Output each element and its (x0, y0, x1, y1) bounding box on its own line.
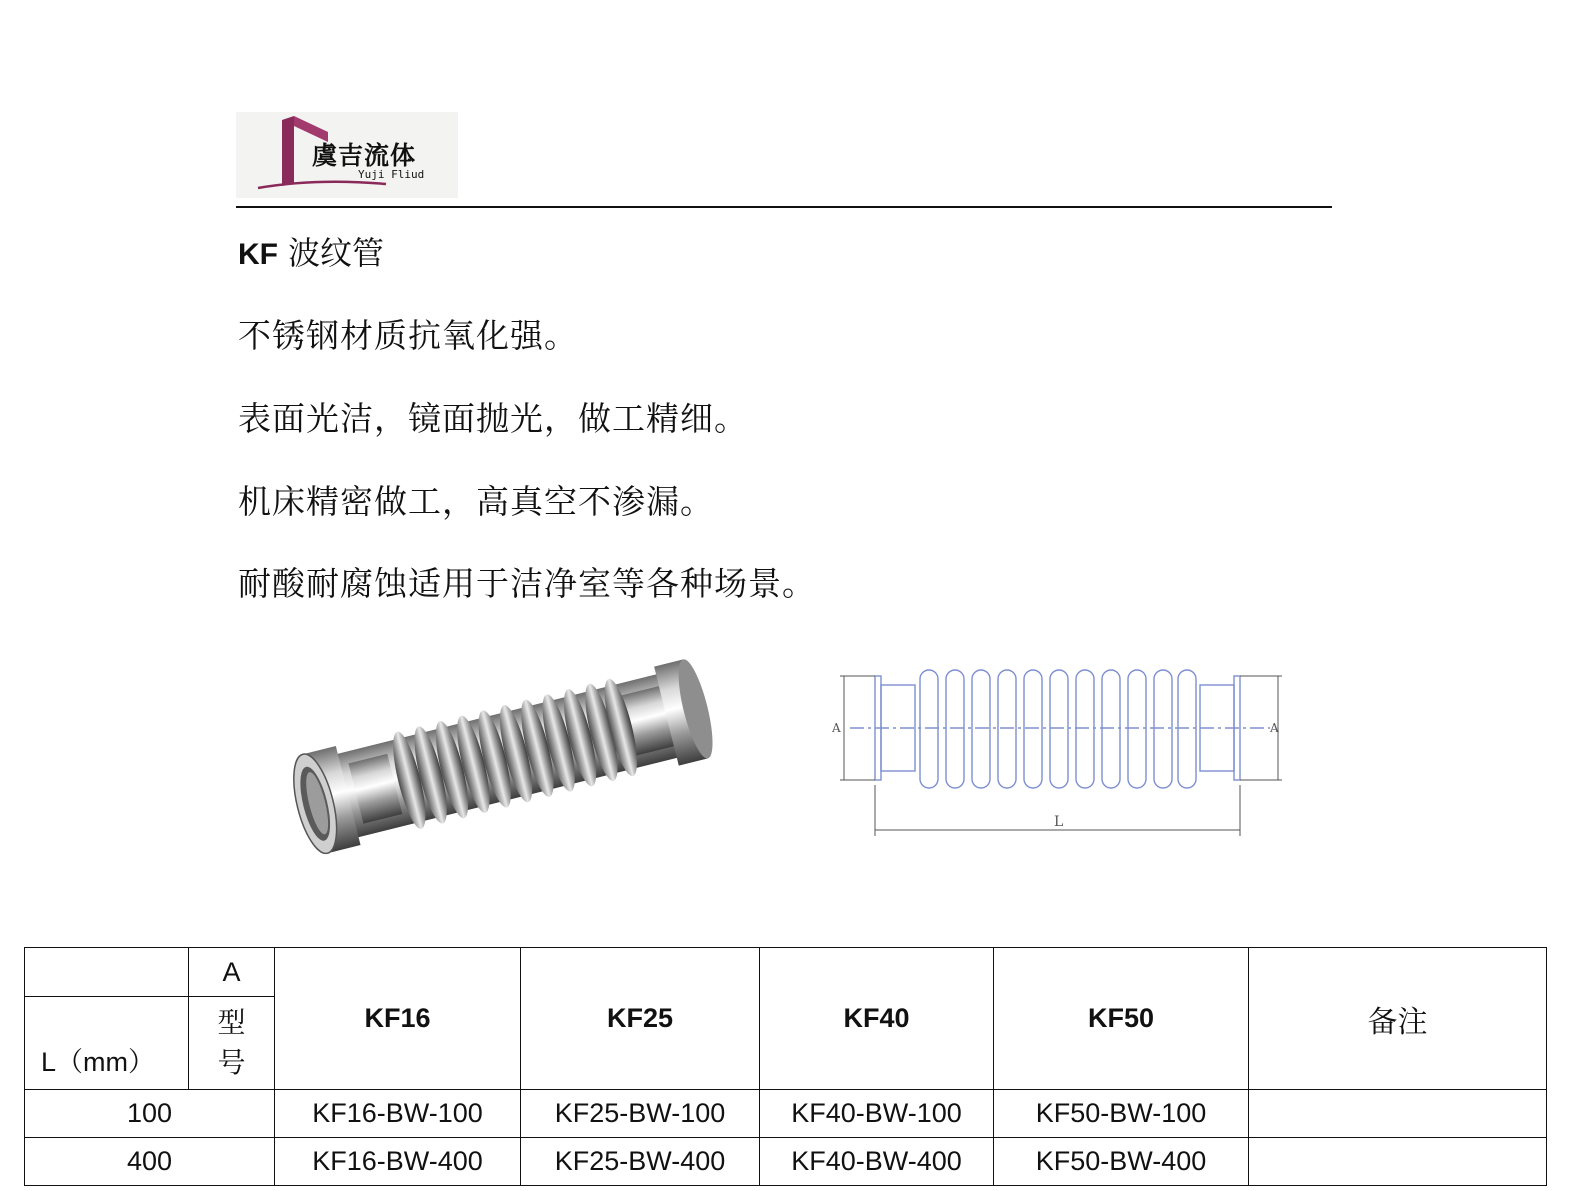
model-cell: KF40-BW-100 (760, 1090, 994, 1138)
feature-line-4: 耐酸耐腐蚀适用于洁净室等各种场景。 (238, 564, 816, 603)
model-cell: KF16-BW-400 (275, 1138, 521, 1186)
dimension-l: L (1054, 814, 1064, 830)
column-header-kf50: KF50 (994, 948, 1249, 1090)
bellows-product-image (270, 640, 750, 855)
logo-name-cn: 虞吉流体 (312, 141, 417, 170)
model-cell: KF50-BW-400 (994, 1138, 1249, 1186)
title-prefix: KF (238, 238, 278, 271)
feature-line-1: 不锈钢材质抗氧化强。 (238, 316, 578, 355)
bellows-technical-drawing (820, 650, 1300, 840)
row-length: 400 (25, 1138, 275, 1186)
model-cell: KF25-BW-400 (521, 1138, 760, 1186)
logo-name-en: Yuji Fliud (358, 168, 425, 181)
product-title (238, 228, 384, 274)
table-row (25, 1090, 1547, 1138)
column-header-kf16: KF16 (275, 948, 521, 1090)
row-length: 100 (25, 1090, 275, 1138)
feature-line-2: 表面光洁，镜面抛光，做工精细。 (238, 399, 748, 438)
model-cell: KF25-BW-100 (521, 1090, 760, 1138)
remark-cell (1249, 1138, 1547, 1186)
header-type-label: 型号 (217, 1006, 246, 1079)
header-rule (236, 206, 1332, 208)
model-cell: KF16-BW-100 (275, 1090, 521, 1138)
feature-line-3: 机床精密做工，高真空不渗漏。 (238, 482, 714, 521)
table-header-row-1 (25, 948, 1547, 997)
header-type (189, 997, 275, 1090)
model-cell: KF40-BW-400 (760, 1138, 994, 1186)
header-a: A (189, 948, 275, 997)
dimension-a-right: A (1270, 721, 1279, 735)
table-row (25, 1138, 1547, 1186)
corner-cell-top (25, 948, 189, 997)
remark-cell (1249, 1090, 1547, 1138)
header-l-mm: L（mm） (25, 997, 189, 1090)
company-logo (236, 112, 458, 198)
column-header-remark: 备注 (1249, 948, 1547, 1090)
model-cell: KF50-BW-100 (994, 1090, 1249, 1138)
spec-table (24, 947, 1547, 1186)
dimension-a-left: A (832, 721, 841, 735)
column-header-kf40: KF40 (760, 948, 994, 1090)
title-text: 波纹管 (288, 234, 385, 272)
column-header-kf25: KF25 (521, 948, 760, 1090)
